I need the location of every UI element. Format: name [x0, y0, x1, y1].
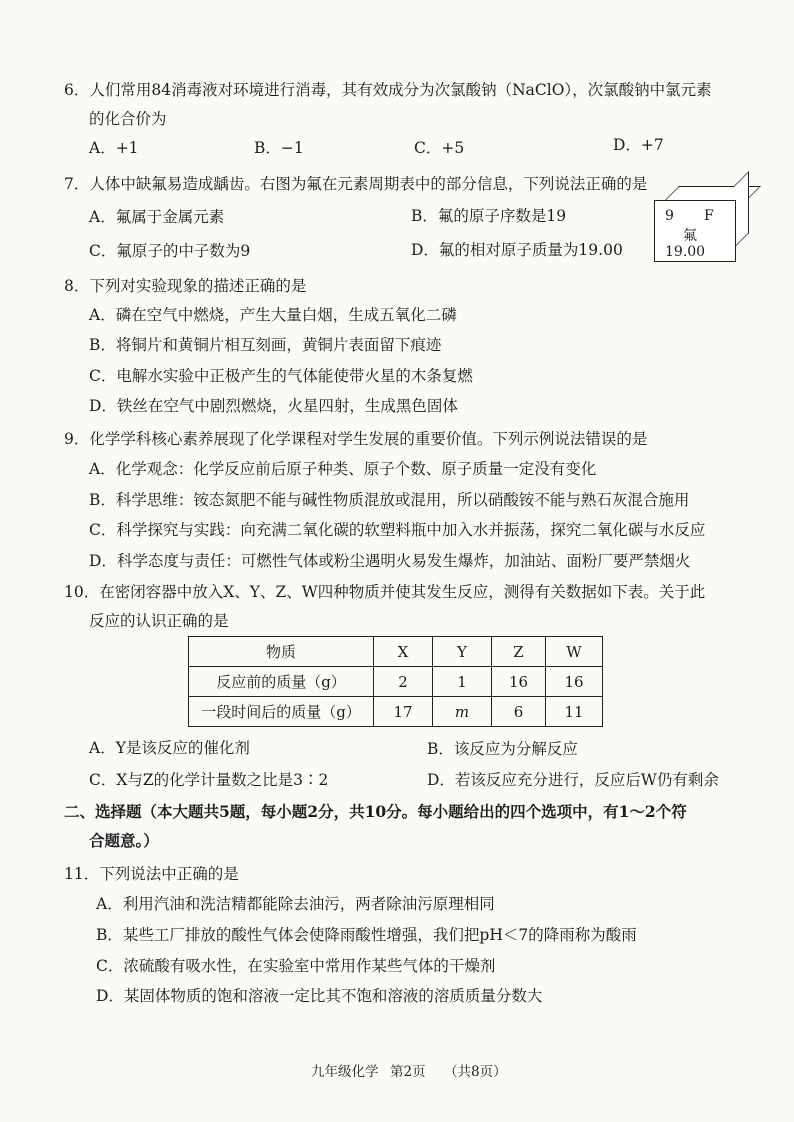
- table-cell: 17: [374, 697, 433, 727]
- q9-option-c: C．科学探究与实践：向充满二氧化碳的软塑料瓶中加入水并振荡，探究二氧化碳与水反应: [89, 521, 706, 539]
- q6-option-c: C．+5: [414, 139, 465, 157]
- table-cell: 反应前的质量（g）: [189, 667, 374, 697]
- q8-option-b: B．将铜片和黄铜片相互刻画，黄铜片表面留下痕迹: [89, 336, 442, 354]
- q6-stem-line1: 6．人们常用84消毒液对环境进行消毒，其有效成分为次氯酸钠（NaClO），次氯酸钠中氯元素: [64, 81, 712, 99]
- table-row: [189, 667, 603, 697]
- element-name: 氟: [683, 228, 697, 244]
- q7-option-b: B．氟的原子序数是19: [411, 207, 567, 225]
- footer-subject: 九年级化学: [311, 1064, 379, 1080]
- q7-option-d: D．氟的相对原子质量为19.00: [411, 241, 623, 259]
- q6-option-d: D．+7: [613, 136, 664, 154]
- table-header-cell: 物质: [189, 637, 374, 667]
- table-header-cell: W: [546, 637, 603, 667]
- q6-stem-line2: 的化合价为: [89, 110, 167, 128]
- table-cell: 16: [546, 667, 603, 697]
- q6-option-a: A．+1: [89, 139, 139, 157]
- q10-stem-line2: 反应的认识正确的是: [89, 612, 229, 630]
- q11-option-a: A．利用汽油和洗洁精都能除去油污，两者除油污原理相同: [96, 895, 495, 913]
- table-cell: 16: [492, 667, 546, 697]
- q10-option-a: A．Y是该反应的催化剂: [89, 739, 250, 757]
- q8-option-d: D．铁丝在空气中剧烈燃烧，火星四射，生成黑色固体: [89, 397, 458, 415]
- table-cell: 6: [492, 697, 546, 727]
- q8-option-c: C．电解水实验中正极产生的气体能使带火星的木条复燃: [89, 367, 473, 385]
- element-atomic-number: 9: [665, 208, 674, 224]
- table-cell: m: [433, 697, 492, 727]
- section2-heading-line2: 合题意。）: [89, 831, 159, 850]
- q11-option-b: B．某些工厂排放的酸性气体会使降雨酸性增强，我们把pH＜7的降雨称为酸雨: [96, 926, 637, 944]
- q10-option-d: D．若该反应充分进行，反应后W仍有剩余: [427, 771, 719, 789]
- q9-stem: 9．化学学科核心素养展现了化学课程对学生发展的重要价值。下列示例说法错误的是: [64, 430, 648, 448]
- q7-option-a: A．氟属于金属元素: [89, 208, 225, 226]
- element-cube-side-face: [734, 171, 749, 248]
- q10-option-c: C．X与Z的化学计量数之比是3∶2: [89, 771, 329, 789]
- table-cell: 一段时间后的质量（g）: [189, 697, 374, 727]
- footer-page-number: 第2页: [390, 1064, 426, 1080]
- table-header-cell: X: [374, 637, 433, 667]
- q6-option-b: B．−1: [254, 139, 304, 157]
- q9-option-a: A．化学观念：化学反应前后原子种类、原子个数、原子质量一定没有变化: [89, 460, 597, 478]
- q9-option-d: D．科学态度与责任：可燃性气体或粉尘遇明火易发生爆炸，加油站、面粉厂要严禁烟火: [89, 552, 691, 570]
- q8-option-a: A．磷在空气中燃烧，产生大量白烟，生成五氧化二磷: [89, 306, 457, 324]
- q11-stem: 11．下列说法中正确的是: [64, 865, 239, 883]
- q11-option-c: C．浓硫酸有吸水性，在实验室中常用作某些气体的干燥剂: [96, 957, 496, 975]
- element-symbol: F: [704, 208, 714, 224]
- q10-data-table: [188, 636, 603, 727]
- q7-option-c: C．氟原子的中子数为9: [89, 242, 251, 260]
- q9-option-b: B．科学思维：铵态氮肥不能与碱性物质混放或混用，所以硝酸铵不能与熟石灰混合施用: [89, 491, 690, 509]
- table-cell: 11: [546, 697, 603, 727]
- q10-option-b: B．该反应为分解反应: [427, 740, 578, 758]
- element-atomic-mass: 19.00: [665, 244, 706, 260]
- q10-stem-line1: 10．在密闭容器中放入X、Y、Z、W四种物质并使其发生反应，测得有关数据如下表。关于此: [64, 583, 706, 601]
- section2-heading-line1: 二、选择题（本大题共5题，每小题2分，共10分。每小题给出的四个选项中，有1～2个符: [64, 802, 687, 821]
- table-header-cell: Y: [433, 637, 492, 667]
- q7-stem: 7．人体中缺氟易造成龋齿。右图为氟在元素周期表中的部分信息，下列说法正确的是: [64, 175, 648, 193]
- footer-total-pages: （共8页）: [444, 1064, 507, 1080]
- q8-stem: 8．下列对实验现象的描述正确的是: [64, 277, 307, 295]
- table-cell: 1: [433, 667, 492, 697]
- table-cell: 2: [374, 667, 433, 697]
- table-header-cell: Z: [492, 637, 546, 667]
- q11-option-d: D．某固体物质的饱和溶液一定比其不饱和溶液的溶质质量分数大: [96, 987, 543, 1005]
- table-header-row: [189, 637, 603, 667]
- table-row: [189, 697, 603, 727]
